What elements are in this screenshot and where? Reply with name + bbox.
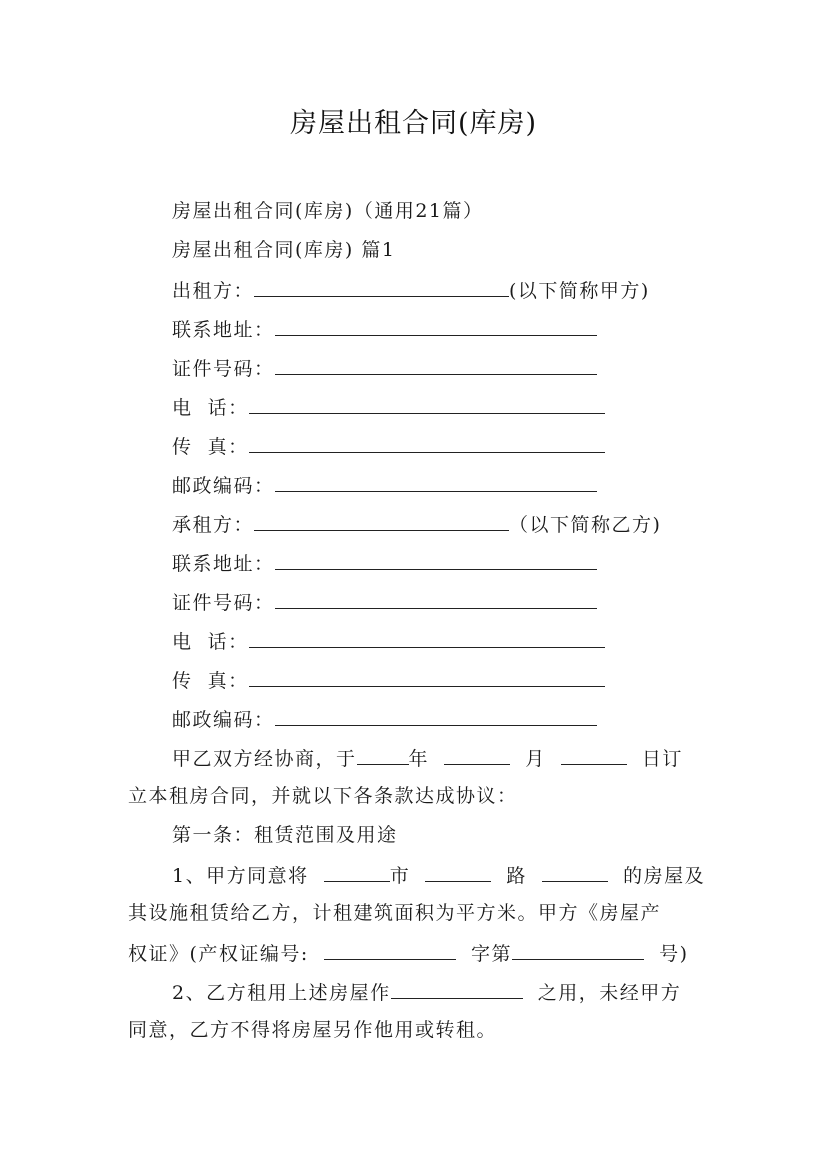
item-2-start: 2、乙方租用上述房屋作 bbox=[172, 982, 391, 1004]
agreement-text-cont: 立本租房合同，并就以下各条款达成协议： bbox=[128, 785, 518, 807]
item-1-cont-1: 其设施租赁给乙方，计租建筑面积为平方米。甲方《房屋产 bbox=[128, 902, 662, 924]
cert-prefix-blank[interactable] bbox=[324, 939, 456, 960]
lessor-name-suffix: (以下简称甲方) bbox=[509, 280, 650, 302]
city-label: 市 bbox=[389, 865, 411, 887]
item-2-cont: 同意，乙方不得将房屋另作他用或转租。 bbox=[128, 1019, 498, 1041]
lessor-name-row bbox=[172, 276, 650, 304]
lessor-phone-row bbox=[172, 393, 605, 421]
agreement-text-start: 甲乙双方经协商，于 bbox=[172, 748, 357, 770]
lessor-phone-label: 电 话： bbox=[172, 397, 249, 419]
road-label: 路 bbox=[506, 865, 527, 887]
item-1-start: 1、甲方同意将 bbox=[172, 865, 309, 887]
day-blank[interactable] bbox=[561, 744, 627, 765]
lessor-name-blank[interactable] bbox=[254, 276, 509, 297]
item-1-cont-2a: 权证》(产权证编号: bbox=[128, 943, 309, 965]
article-1-item-1-line-2 bbox=[128, 900, 661, 926]
year-label: 年 bbox=[408, 748, 430, 770]
lessee-id-row bbox=[172, 588, 597, 616]
lessee-fax-row bbox=[172, 666, 605, 694]
article-1-item-2-line-2 bbox=[128, 1017, 497, 1043]
lessee-address-blank[interactable] bbox=[275, 549, 597, 570]
lessor-address-label: 联系地址： bbox=[172, 319, 275, 341]
lessee-address-row bbox=[172, 549, 597, 577]
lessee-name-blank[interactable] bbox=[254, 510, 509, 531]
month-blank[interactable] bbox=[444, 744, 510, 765]
lessor-name-label: 出租方： bbox=[172, 280, 255, 302]
lessee-address-label: 联系地址： bbox=[172, 553, 275, 575]
article-1-heading-text: 第一条：租赁范围及用途 bbox=[172, 824, 398, 846]
lessee-fax-label: 传 真： bbox=[172, 670, 249, 692]
article-1-heading bbox=[172, 822, 398, 848]
day-label: 日订 bbox=[641, 748, 683, 770]
subtitle-text: 房屋出租合同(库房)（通用21篇） bbox=[172, 200, 484, 222]
subtitle-line bbox=[172, 198, 484, 224]
lessor-phone-blank[interactable] bbox=[249, 393, 605, 414]
lessee-phone-blank[interactable] bbox=[249, 627, 605, 648]
agreement-line-1 bbox=[172, 744, 683, 772]
article-1-item-1-line-3 bbox=[128, 939, 689, 967]
road-number-blank[interactable] bbox=[542, 861, 608, 882]
lessee-id-blank[interactable] bbox=[275, 588, 597, 609]
lessor-address-blank[interactable] bbox=[275, 315, 597, 336]
lessor-fax-row bbox=[172, 432, 605, 460]
article-1-item-1-line-1 bbox=[172, 861, 705, 889]
item-1-cont-2b: 字第 bbox=[471, 943, 513, 965]
lessee-postcode-blank[interactable] bbox=[275, 705, 597, 726]
lessor-address-row bbox=[172, 315, 597, 343]
section-heading-text: 房屋出租合同(库房) 篇1 bbox=[172, 239, 396, 261]
lessor-id-blank[interactable] bbox=[275, 354, 597, 375]
lessee-id-label: 证件号码： bbox=[172, 592, 275, 614]
item-1-end: 的房屋及 bbox=[623, 865, 706, 887]
lessor-id-label: 证件号码： bbox=[172, 358, 275, 380]
year-blank[interactable] bbox=[357, 744, 409, 765]
lessee-phone-label: 电 话： bbox=[172, 631, 249, 653]
cert-number-blank[interactable] bbox=[512, 939, 644, 960]
city-blank[interactable] bbox=[324, 861, 390, 882]
lessee-name-label: 承租方： bbox=[172, 514, 255, 536]
article-1-item-2-line-1 bbox=[172, 978, 681, 1006]
month-label: 月 bbox=[525, 748, 546, 770]
section-heading bbox=[172, 237, 395, 263]
usage-blank[interactable] bbox=[391, 978, 523, 999]
lessee-postcode-label: 邮政编码： bbox=[172, 709, 275, 731]
lessee-name-row bbox=[172, 510, 661, 538]
lessee-postcode-row bbox=[172, 705, 597, 733]
lessor-postcode-blank[interactable] bbox=[275, 471, 597, 492]
lessee-phone-row bbox=[172, 627, 605, 655]
agreement-line-2 bbox=[128, 783, 518, 809]
document-title: 房屋出租合同(库房) bbox=[289, 108, 538, 139]
lessor-postcode-label: 邮政编码： bbox=[172, 475, 275, 497]
lessor-id-row bbox=[172, 354, 597, 382]
road-name-blank[interactable] bbox=[425, 861, 491, 882]
lessor-fax-blank[interactable] bbox=[249, 432, 605, 453]
lessor-fax-label: 传 真： bbox=[172, 436, 249, 458]
item-2-end: 之用，未经甲方 bbox=[537, 982, 682, 1004]
item-1-cont-2c: 号) bbox=[659, 943, 689, 965]
lessee-fax-blank[interactable] bbox=[249, 666, 605, 687]
lessee-name-suffix: （以下简称乙方) bbox=[509, 514, 662, 536]
lessor-postcode-row bbox=[172, 471, 597, 499]
